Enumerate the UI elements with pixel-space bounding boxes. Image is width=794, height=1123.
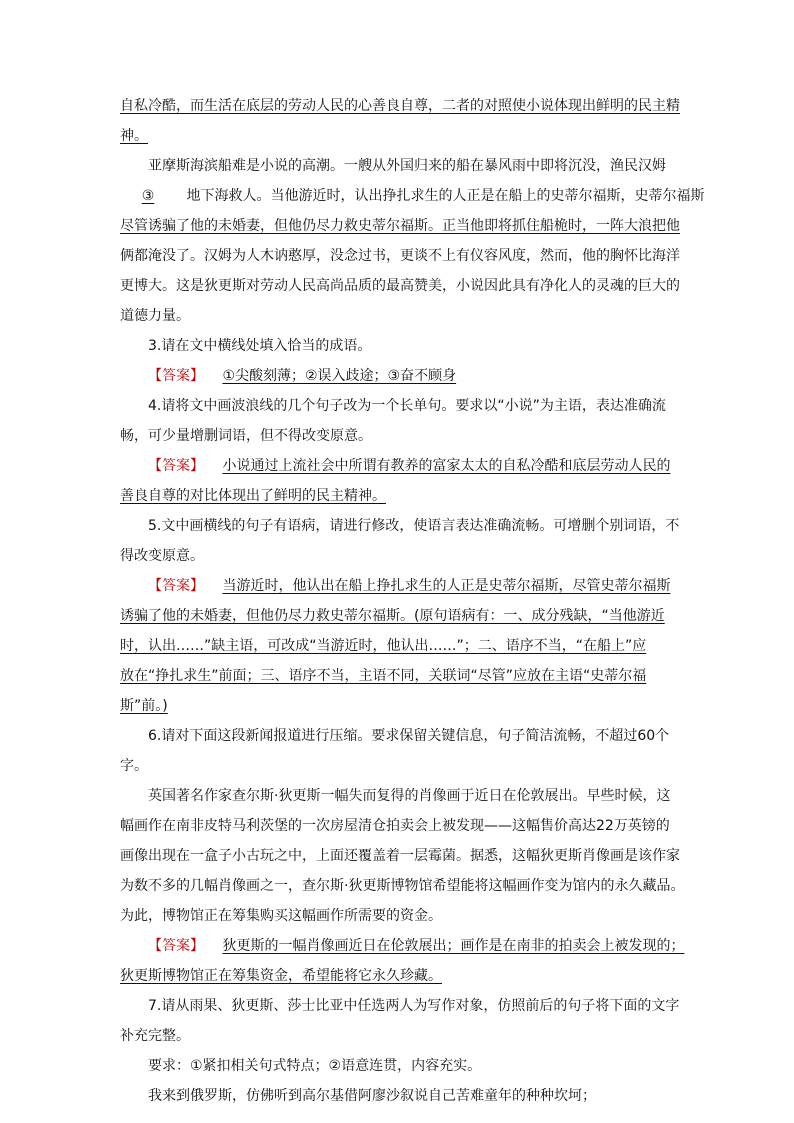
question-6: 6.请对下面这段新闻报道进行压缩。要求保留关键信息，句子简洁流畅，不超过60个 — [148, 728, 670, 744]
answer-text: ①尖酸刻薄；②误入歧途；③奋不顾身 — [222, 368, 457, 384]
answer-text: 小说通过上流社会中所谓有教养的富家太太的自私冷酷和底层劳动人民的 — [222, 458, 671, 474]
answer-6-cont — [120, 966, 442, 988]
answer-5-cont — [120, 636, 646, 658]
answer-text: 时，认出……”缺主语，可改成“当游近时，他认出……”；二、语序不当，“在船上”应 — [120, 638, 647, 654]
answer-4-cont — [120, 486, 386, 508]
question-3: 3.请在文中横线处填入恰当的成语。 — [148, 338, 372, 354]
paragraph-line: 道德力量。 — [120, 308, 190, 324]
answer-6 — [148, 936, 684, 958]
blank-3: ③ — [141, 188, 155, 204]
text-segment — [186, 188, 704, 204]
answer-label: 【答案】 — [148, 938, 204, 954]
passage-line: 画像出现在一盒子小古玩之中，上面还覆盖着一层霉菌。据悉，这幅狄更斯肖像画是该作家 — [120, 848, 680, 864]
answer-text: 放在“挣扎求生”前面；三、语序不当，主语不同，关联词“尽管”应放在主语“史蒂尔福 — [120, 668, 647, 684]
question-6-cont: 字。 — [120, 758, 148, 774]
underlined-text: 神。 — [120, 128, 148, 144]
paragraph-line: 俩都淹没了。汉姆为人木讷憨厚，没念过书，更谈不上有仪容风度，然而，他的胸怀比海洋 — [120, 248, 680, 264]
underlined-text: 自私冷酷，而生活在底层的劳动人民的心善良自尊，二者的对照使小说体现出鲜明的民主精 — [120, 98, 680, 114]
answer-5-cont — [120, 696, 168, 718]
answer-label: 【答案】 — [148, 458, 204, 474]
question-7-cont: 补充完整。 — [120, 1028, 190, 1044]
paragraph-line: 更博大。这是狄更斯对劳动人民高尚品质的最高赞美，小说因此具有净化人的灵魂的巨大的 — [120, 278, 680, 294]
answer-label: 【答案】 — [148, 368, 204, 384]
answer-4 — [148, 456, 670, 478]
answer-text: 善良自尊的对比体现出了鲜明的民主精神。 — [120, 488, 386, 504]
answer-5-cont — [120, 666, 646, 688]
answer-text: 诱骗了他的未婚妻，但他仍尽力救史蒂尔福斯。(原句语病有：一、成分残缺，“当他游近 — [120, 608, 665, 624]
paragraph-line — [120, 186, 704, 208]
answer-text: 狄更斯的一幅肖像画近日在伦敦展出；画作是在南非的拍卖会上被发现的； — [222, 938, 685, 954]
paragraph-line: 亚摩斯海滨船难是小说的高潮。一艘从外国归来的船在暴风雨中即将沉没，渔民汉姆 — [148, 158, 666, 174]
sample-text: 我来到俄罗斯，仿佛听到高尔基借阿廖沙叙说自己苦难童年的种种坎坷； — [148, 1088, 596, 1104]
passage-line: 为此，博物馆正在筹集购买这幅画作所需要的资金。 — [120, 908, 442, 924]
answer-text: 狄更斯博物馆正在筹集资金，希望能将它永久珍藏。 — [120, 968, 442, 984]
answer-text: 斯”前。) — [120, 698, 168, 714]
underlined-text: 尽管诱骗了他的未婚妻，但他仍尽力救史蒂尔福斯。正当他即将抓住船桅时，一阵大浪把他 — [120, 218, 680, 234]
question-7: 7.请从雨果、狄更斯、莎士比亚中任选两人为写作对象，仿照前后的句子将下面的文字 — [148, 998, 680, 1014]
requirement: 要求：①紧扣相关句式特点；②语意连贯，内容充实。 — [148, 1058, 482, 1074]
passage-line: 幅画作在南非皮特马利茨堡的一次房屋清仓拍卖会上被发现——这幅售价高达22万英镑的 — [120, 818, 670, 834]
paragraph-line — [120, 126, 148, 148]
answer-5-cont — [120, 606, 665, 628]
paragraph-line — [120, 96, 680, 118]
answer-3 — [148, 366, 456, 388]
question-4: 4.请将文中画波浪线的几个句子改为一个长单句。要求以“小说”为主语，表达准确流 — [148, 398, 666, 414]
passage-line: 为数不多的几幅肖像画之一，查尔斯·狄更斯博物馆希望能将这幅画作变为馆内的永久藏品。 — [120, 878, 685, 894]
answer-text: 当游近时，他认出在船上挣扎求生的人正是史蒂尔福斯，尽管史蒂尔福斯 — [222, 578, 671, 594]
question-5: 5.文中画横线的句子有语病，请进行修改，使语言表达准确流畅。可增删个别词语，不 — [148, 518, 680, 534]
answer-label: 【答案】 — [148, 578, 204, 594]
text-segment: 地下海救人。当他游近时，认出挣扎求生的人正是在船上的史蒂尔福斯，史蒂尔福斯 — [186, 188, 705, 204]
answer-5 — [148, 576, 670, 598]
passage-line: 英国著名作家查尔斯·狄更斯一幅失而复得的肖像画于近日在伦敦展出。早些时候，这 — [148, 788, 671, 804]
question-5-cont: 得改变原意。 — [120, 548, 204, 564]
question-4-cont: 畅，可少量增删词语，但不得改变原意。 — [120, 428, 372, 444]
paragraph-line — [120, 216, 680, 238]
